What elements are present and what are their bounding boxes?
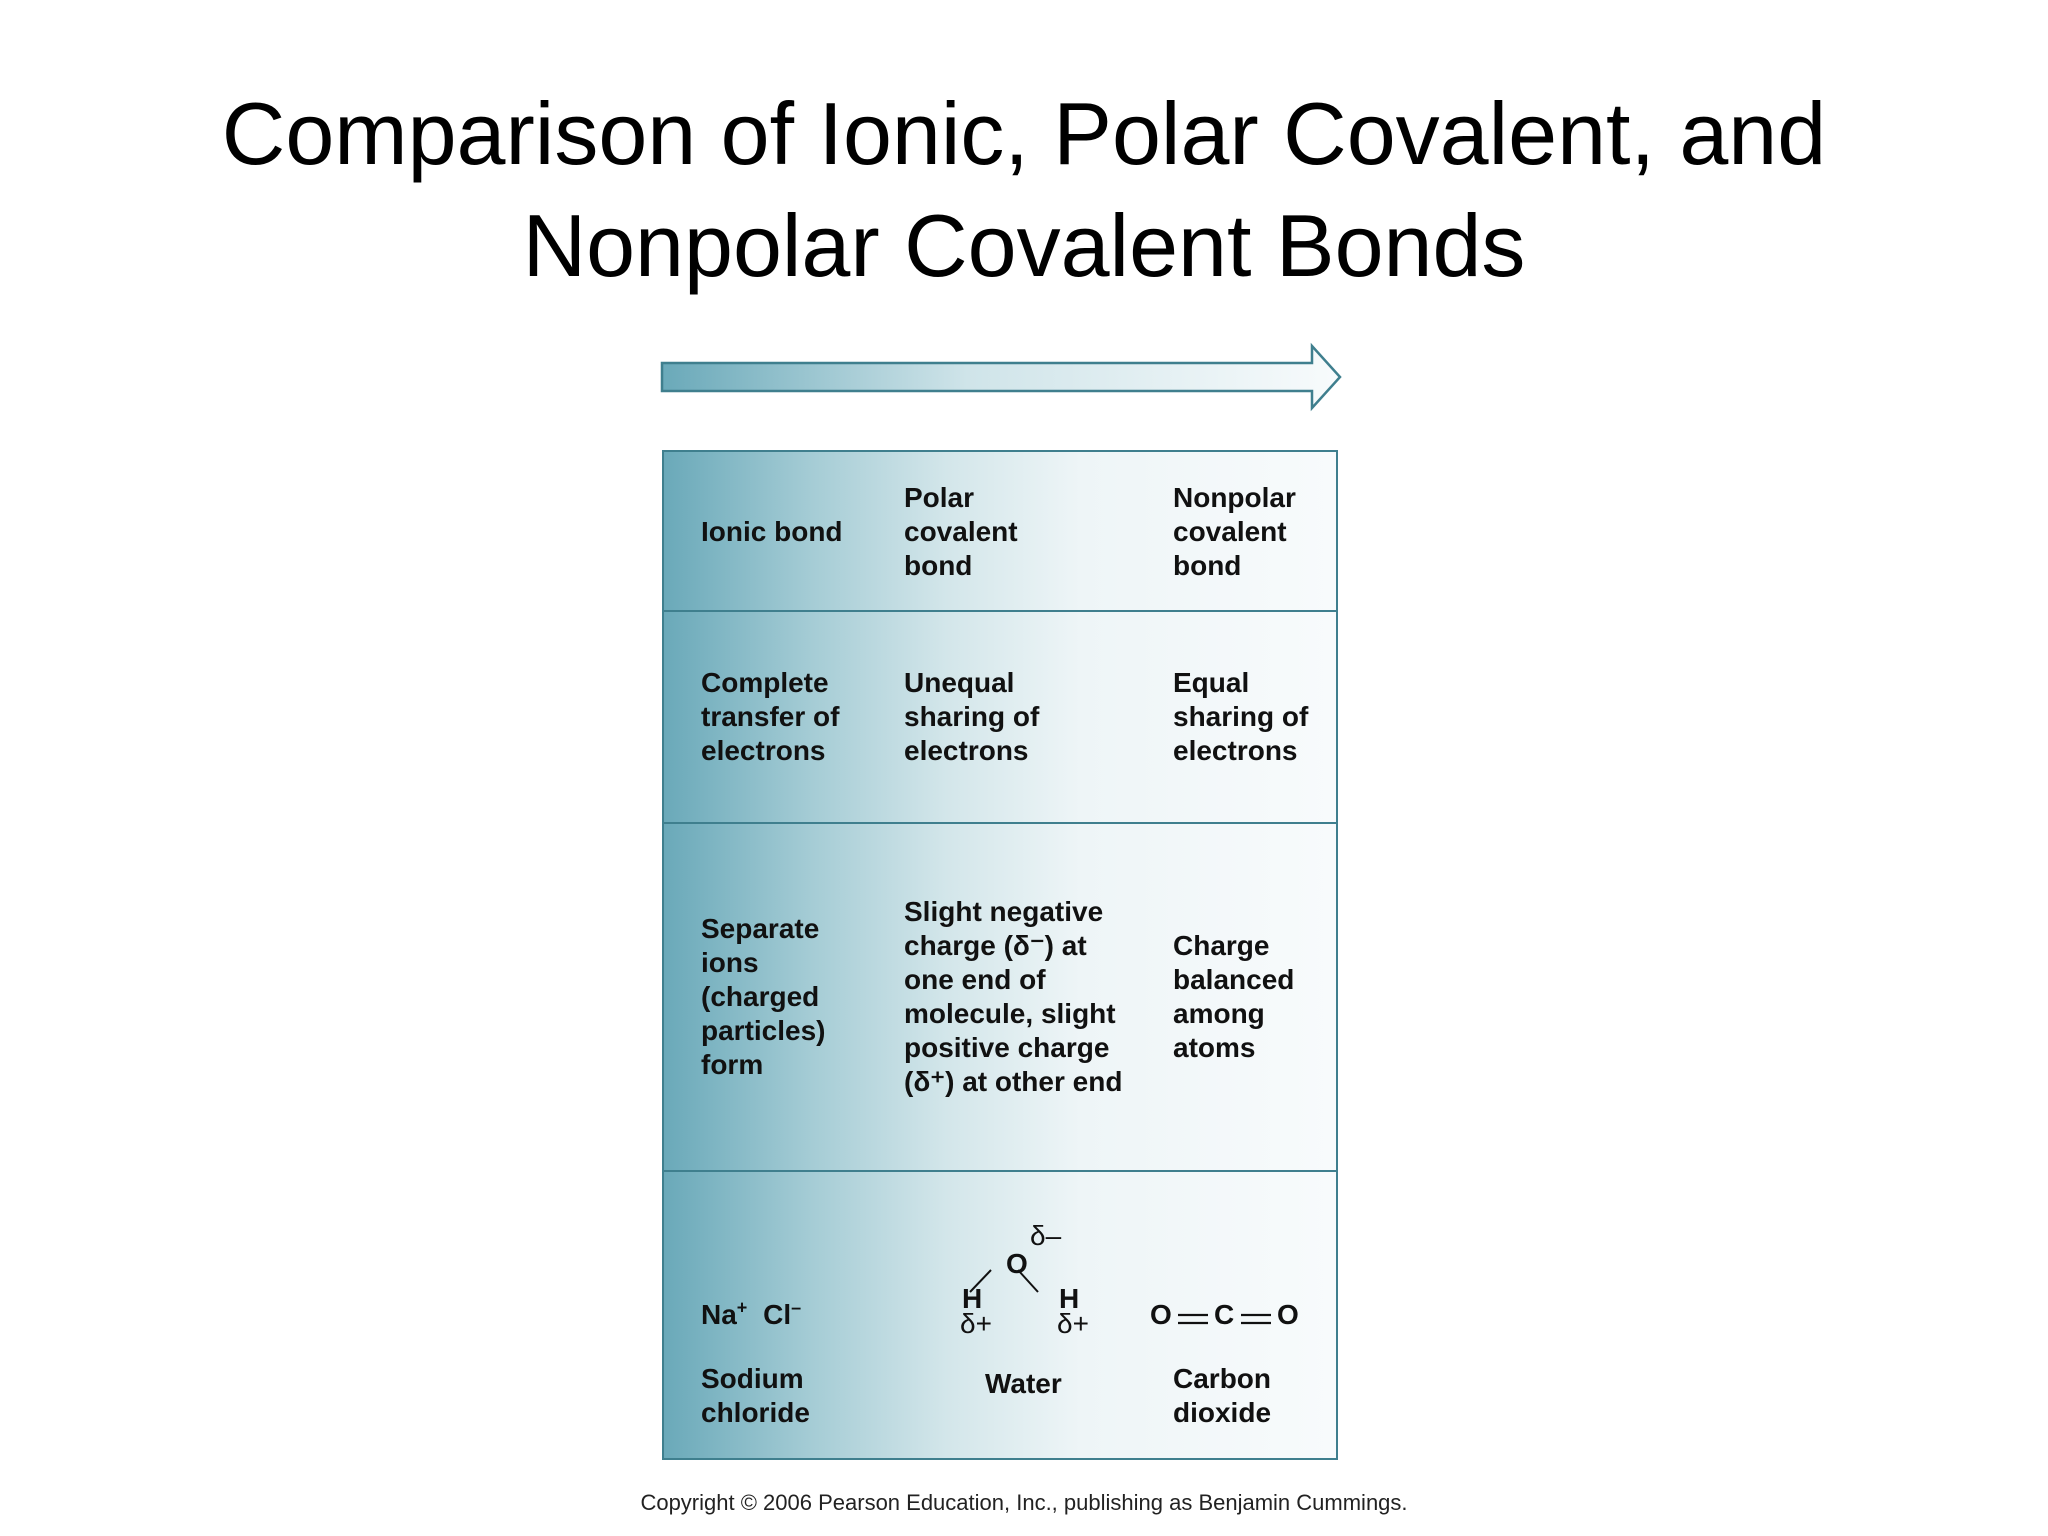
gradient-arrow-icon	[660, 340, 1360, 420]
title-line-2: Nonpolar Covalent Bonds	[522, 196, 1526, 295]
co2-carbon: C	[1214, 1299, 1235, 1330]
cell-nonpolar-covalent-bond: Nonpolar covalent bond	[1173, 482, 1296, 581]
co2-oxygen-right: O	[1277, 1299, 1299, 1330]
title-line-1: Comparison of Ionic, Polar Covalent, and	[221, 84, 1827, 183]
cell-unequal-sharing: Unequal sharing of electrons	[904, 667, 1040, 766]
water-delta-plus-left: δ+	[960, 1308, 992, 1339]
bond-comparison-table	[662, 450, 1338, 1460]
cell-separate-ions: Separate ions (charged particles) form	[701, 913, 826, 1080]
cell-charge-balanced: Charge balanced among atoms	[1173, 930, 1295, 1063]
water-hydrogen-left: H	[962, 1283, 983, 1314]
table-row-charge	[664, 824, 1336, 1172]
sodium-chloride-label: Sodium chloride	[701, 1363, 810, 1428]
water-delta-plus-right: δ+	[1057, 1308, 1089, 1339]
table-row-bond-type	[664, 452, 1336, 612]
table-row-electron-sharing	[664, 612, 1336, 824]
copyright-notice: Copyright © 2006 Pearson Education, Inc., publishing as Benjamin Cummings.	[640, 1490, 1408, 1515]
na-charge: +	[736, 1297, 748, 1318]
water-oxygen: O	[1006, 1248, 1028, 1279]
co2-oxygen-left: O	[1150, 1299, 1172, 1330]
cell-complete-transfer: Complete transfer of electrons	[701, 667, 840, 766]
water-delta-minus: δ–	[1030, 1220, 1062, 1251]
cl-symbol: Cl	[763, 1299, 792, 1330]
water-label: Water	[985, 1368, 1062, 1399]
water-hydrogen-right: H	[1059, 1283, 1080, 1314]
cell-ionic-bond: Ionic bond	[701, 516, 843, 547]
cell-polar-covalent-bond: Polar covalent bond	[904, 482, 1018, 581]
na-symbol: Na	[701, 1299, 737, 1330]
carbon-dioxide-label: Carbon dioxide	[1173, 1363, 1272, 1428]
cell-equal-sharing: Equal sharing of electrons	[1173, 667, 1309, 766]
cl-charge: –	[791, 1297, 802, 1318]
table-row-examples	[664, 1172, 1336, 1458]
cell-slight-charges: Slight negative charge (δ⁻) at one end of molecule, slight positive charge (δ⁺) at other end	[904, 896, 1123, 1097]
slide-title	[0, 78, 2048, 302]
sodium-chloride-formula	[701, 1299, 801, 1331]
